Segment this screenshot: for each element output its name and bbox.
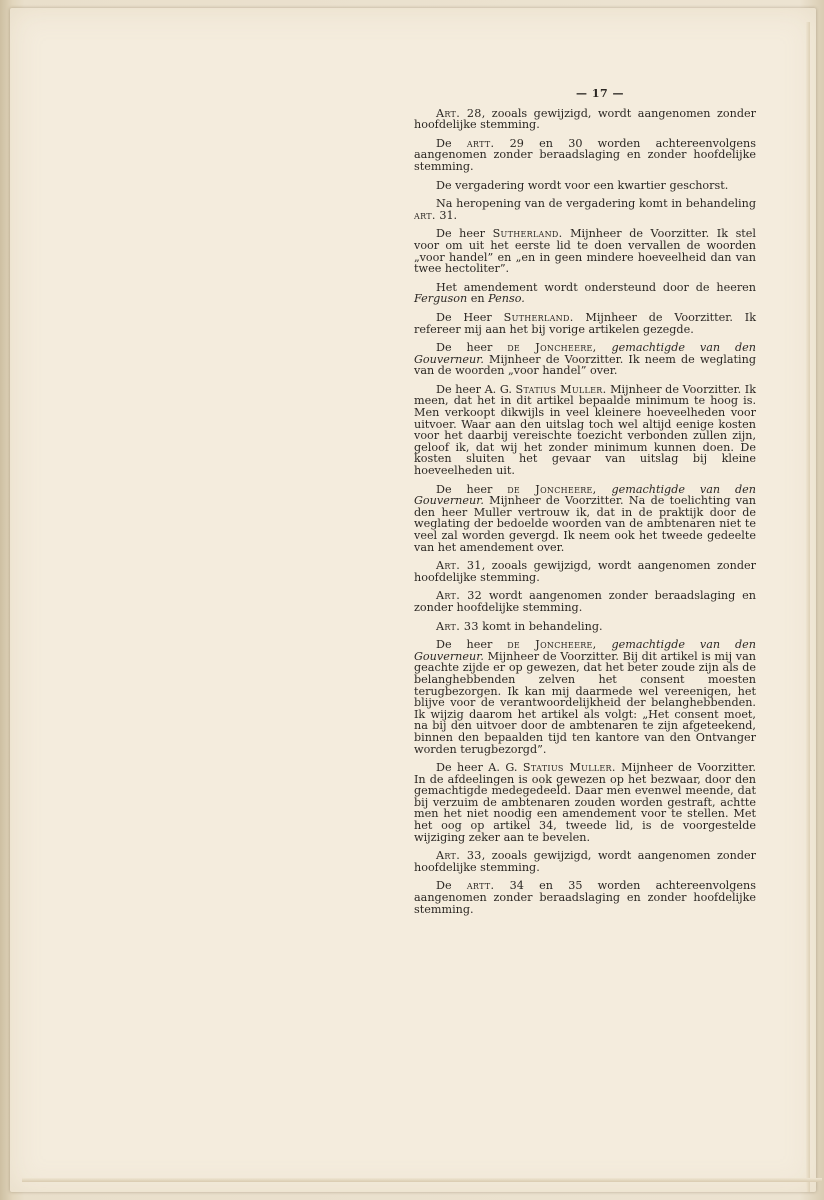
text-run: Mijnheer de Voorzitter. Ik refereer mij aan het bij vorige artikelen gezegde. — [414, 310, 756, 336]
text-run: Mijnheer de Voorzitter. In de afdeelingen is ook gewezen op het bezwaar, door den gemachtigde medegedeeld. Daar men evenwel meende, dat bij verzuim de ambtenaren zouden worden gestraft, achtte men het niet noodig een amendement voor te stellen. Met het oog op artikel 34, tweede lid, is de voorgestelde wijziging zeker aan te bevelen. — [414, 761, 756, 844]
paragraph — [414, 138, 756, 173]
small-caps-run: de Joncheere, — [507, 341, 597, 355]
text-run: en — [467, 292, 489, 306]
small-caps-run: artt. — [466, 136, 495, 150]
page-bottom-edge — [22, 1178, 822, 1182]
italic-run: gemachtigde van den Gouverneur. — [414, 482, 757, 508]
text-run: komt in behandeling. — [478, 619, 603, 633]
text-run: De heer — [436, 227, 493, 241]
paragraph — [414, 639, 756, 755]
text-run: , zooals gewijzigd, wordt aangenomen zonder hoofdelijke stemming. — [414, 559, 756, 584]
text-run: Het amendement wordt ondersteund door de heeren — [436, 280, 756, 294]
small-caps-run: de Joncheere, — [507, 482, 597, 496]
page-number: — 17 — — [576, 87, 624, 100]
italic-run: gemachtigde van den Gouverneur. — [414, 638, 757, 663]
paragraph — [414, 850, 756, 873]
text-run: Mijnheer de Voorzitter. Ik meen, dat het in dit artikel bepaalde minimum te hoog is. Men verkoopt dikwijls in veel kleinere hoeveelheden voor uitvoer. Waar aan den uitslag toch wel altijd eenige kosten voor het daarbij vereischte toezicht verbonden zullen zijn, geloof ik, dat wij het zonder minimum kunnen doen. De kosten sluiten het gevaar van uitslag bij kleine hoeveelheden uit. — [414, 382, 756, 478]
small-caps-run: artt. — [466, 879, 495, 893]
paragraph — [414, 228, 756, 274]
small-caps-run: Art. 33 — [436, 619, 479, 633]
paragraph — [414, 484, 756, 554]
small-caps-run: Art. 31 — [436, 559, 482, 573]
text-run: , zooals gewijzigd, wordt aangenomen zonder hoofdelijke stemming. — [414, 106, 756, 132]
small-caps-run: Art. 28 — [436, 106, 482, 120]
paragraph — [414, 560, 756, 583]
text-run: De heer A. G. — [436, 761, 523, 775]
small-caps-run: Art. 33 — [436, 849, 482, 863]
italic-run: Penso. — [488, 292, 525, 306]
text-run: Na heropening van de vergadering komt in behandeling — [436, 197, 756, 211]
paragraph — [414, 282, 756, 305]
text-run: , zooals gewijzigd, wordt aangenomen zonder hoofdelijke stemming. — [414, 849, 756, 874]
text-run: De heer — [436, 482, 508, 496]
text-run: De — [436, 879, 467, 893]
paragraph — [414, 108, 756, 131]
text-run: 31. — [435, 208, 458, 222]
text-run: De heer A. G. — [436, 382, 516, 396]
paragraph-list — [414, 108, 756, 916]
text-run: 29 en 30 worden achtereenvolgens aangenomen zonder beraadslaging en zonder hoofdelijke stemming. — [414, 136, 756, 173]
text-run: Mijnheer de Voorzitter. Ik stel voor om uit het eerste lid te doen vervallen de woorden „voor handel” en „en in geen mindere hoeveelheid dan van twee hectoliter”. — [414, 227, 756, 276]
text-run: De vergadering wordt voor een kwartier geschorst. — [436, 178, 729, 192]
text-run: Mijnheer de Voorzitter. Bij dit artikel is mij van geachte zijde er op gewezen, dat het beter zoude zijn als de belanghebbenden zelven het consent moesten terugbezorgen. Ik kan mij daarmede wel vereenigen, het blijve voor de verantwoordelijkheid der belanghebbenden. Ik wijzig daarom het artikel als volgt: „Het consent moet, na bij den uitvoer door de ambtenaren te zijn afgeteekend, binnen den bepaalden tijd ten kantore van den Ontvanger worden terugbezorgd”. — [414, 649, 756, 756]
paragraph — [414, 621, 756, 633]
paragraph — [414, 312, 756, 335]
text-run: De Heer — [436, 310, 504, 324]
small-caps-run: art. — [414, 208, 436, 222]
paragraph — [414, 180, 756, 192]
text-run: wordt aangenomen zonder beraadslaging en zonder hoofdelijke stemming. — [414, 589, 756, 614]
text-run: De — [436, 136, 467, 150]
text-run: Mijnheer de Voorzitter. Na de toelichting van den heer Muller vertrouw ik, dat in de praktijk door de weglating der bedoelde woorden van de ambtenaren niet te veel zal worden gevergd. Ik neem ook het tweede gedeelte van het amendement over. — [414, 494, 756, 554]
text-column — [414, 88, 756, 922]
paragraph — [414, 762, 756, 843]
text-run: 34 en 35 worden achtereenvolgens aangenomen zonder beraadslaging en zonder hoofdelijke stemming. — [414, 879, 756, 916]
text-run: De heer — [436, 341, 508, 355]
small-caps-run: Statius Muller. — [515, 382, 607, 396]
text-run: De heer — [436, 638, 508, 652]
text-run: Mijnheer de Voorzitter. Ik neem de weglating van de woorden „voor handel” over. — [414, 352, 756, 378]
page-edge — [806, 22, 810, 1192]
italic-run: gemachtigde van den Gouverneur. — [414, 341, 757, 366]
paragraph — [414, 590, 756, 613]
paragraph — [414, 384, 756, 477]
small-caps-run: Art. 32 — [436, 589, 483, 603]
small-caps-run: Sutherland. — [492, 227, 563, 241]
paragraph — [414, 880, 756, 915]
paragraph — [414, 342, 756, 377]
paragraph — [414, 198, 756, 221]
small-caps-run: Sutherland. — [503, 310, 574, 324]
small-caps-run: de Joncheere, — [507, 638, 597, 652]
small-caps-run: Statius Muller. — [522, 761, 616, 775]
italic-run: Ferguson — [414, 292, 468, 306]
